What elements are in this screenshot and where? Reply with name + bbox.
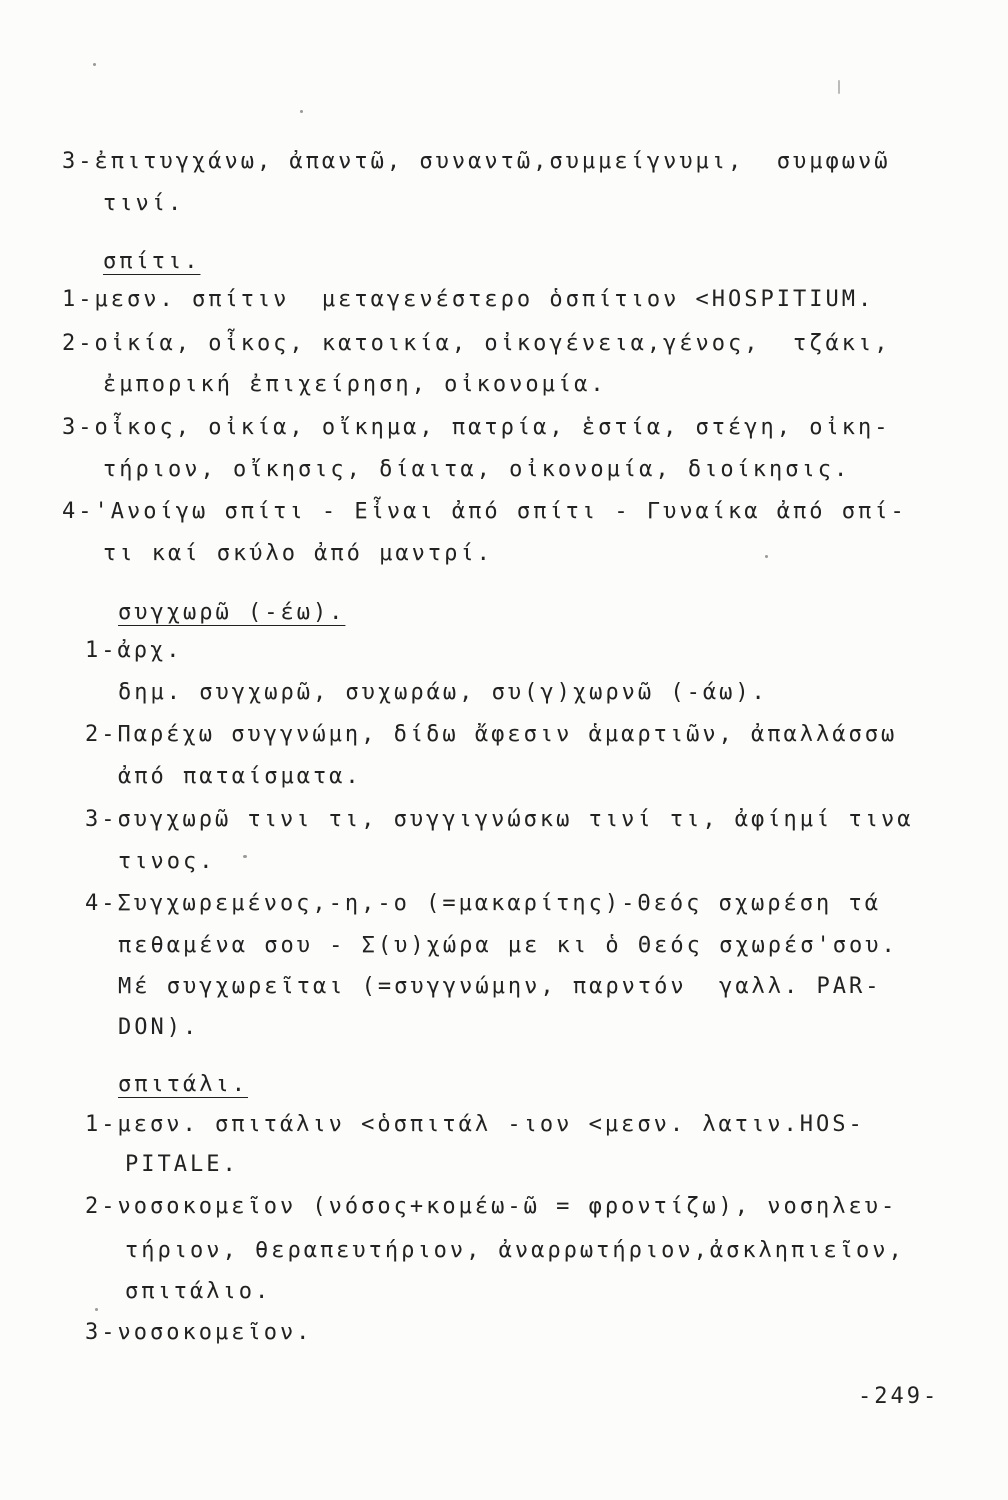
text-line: 1-μεσν. σπιτάλιν <ὁσπιτάλ -ιον <μεσν. λατιν.HOS- [85,1112,865,1137]
text-line: 3-νοσοκομεῖον. [85,1320,313,1345]
text-line: 3-οἶκος, οἰκία, οἴκημα, πατρία, ἑστία, στέγη, οἰκη- [62,415,891,440]
headword-sygxoro: συγχωρῶ (-έω). [118,600,346,625]
scan-speck [95,1308,98,1311]
text-line: τήριον, θεραπευτήριον, ἀναρρωτήριον,ἀσκληπιεῖον, [125,1238,905,1263]
text-line: σπιτάλιο. [125,1279,272,1304]
scan-speck [838,80,840,94]
text-line: 2-Παρέχω συγγνώμη, δίδω ἄφεσιν ἁμαρτιῶν, ἀπαλλάσσω [85,722,898,747]
scan-speck [300,110,303,113]
text-line: DON). [118,1015,200,1040]
text-line: τι καί σκύλο ἀπό μαντρί. [103,541,493,566]
scan-speck [93,63,96,66]
text-line: Μέ συγχωρεῖται (=συγγνώμην, παρντόν γαλλ. PAR- [118,974,882,999]
text-line: τινος. [118,849,216,874]
page-number: -249- [858,1384,940,1409]
text-line: τινί. [103,191,185,216]
text-line: ἀπό παταίσματα. [118,764,362,789]
scan-speck [765,555,768,558]
text-line: ἐμπορική ἐπιχείρηση, οἰκονομία. [103,372,607,397]
scan-speck [243,855,247,858]
text-line: 3-ἐπιτυγχάνω, ἀπαντῶ, συναντῶ,συμμείγνυμι, συμφωνῶ [62,149,891,174]
text-line: 1-ἀρχ. [85,638,183,663]
text-line: 4-Συγχωρεμένος,-η,-ο (=μακαρίτης)-Θεός σχωρέση τά [85,891,882,916]
text-line: 2-νοσοκομεῖον (νόσος+κομέω-ῶ = φροντίζω), νοσηλευ- [85,1194,898,1219]
headword-spitali: σπιτάλι. [118,1072,248,1097]
headword-spiti: σπίτι. [103,249,201,274]
text-line: 4-'Ανοίγω σπίτι - Εἶναι ἀπό σπίτι - Γυναίκα ἀπό σπί- [62,499,907,524]
text-line: τήριον, οἴκησις, δίαιτα, οἰκονομία, διοίκησις. [103,457,851,482]
text-line: PITALE. [125,1152,239,1177]
text-line: δημ. συγχωρῶ, συχωράω, συ(γ)χωρνῶ (-άω). [118,680,768,705]
text-line: 2-οἰκία, οἶκος, κατοικία, οἰκογένεια,γένος, τζάκι, [62,331,891,356]
text-line: 1-μεσν. σπίτιν μεταγενέστερο ὁσπίτιον <HOSPITIUM. [62,287,875,312]
text-line: πεθαμένα σου - Σ(υ)χώρα με κι ὁ Θεός σχωρέσ'σου. [118,933,898,958]
text-line: 3-συγχωρῶ τινι τι, συγγιγνώσκω τινί τι, ἀφίημί τινα [85,807,914,832]
